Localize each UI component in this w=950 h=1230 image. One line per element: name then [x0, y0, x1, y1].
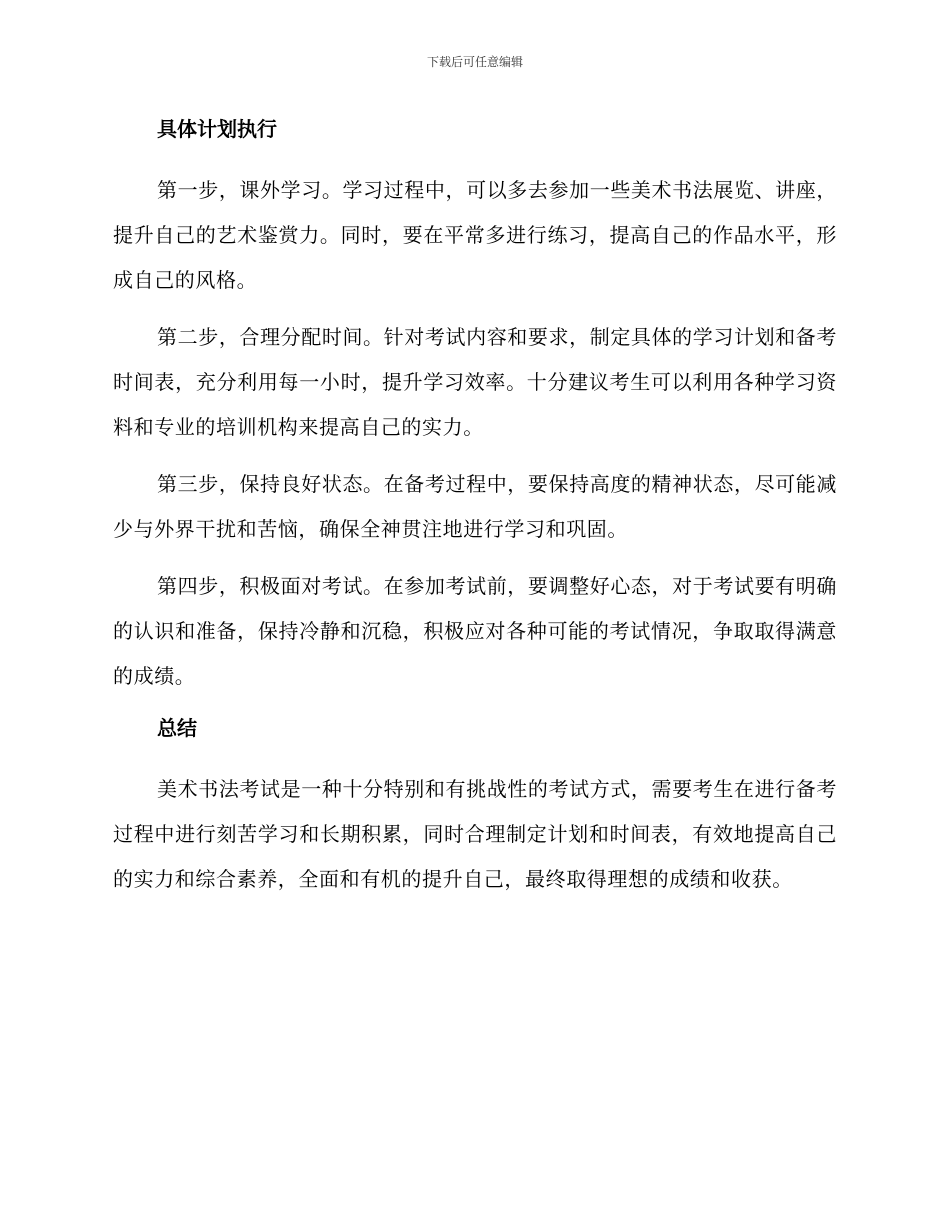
document-body	[113, 112, 837, 914]
paragraph-summary: 美术书法考试是一种十分特别和有挑战性的考试方式，需要考生在进行备考过程中进行刻苦学习和长期积累，同时合理制定计划和时间表，有效地提高自己的实力和综合素养，全面和有机的提升自己，最终取得理想的成绩和收获。	[113, 777, 837, 891]
paragraph-step-1: 第一步，课外学习。学习过程中，可以多去参加一些美术书法展览、讲座，提升自己的艺术鉴赏力。同时，要在平常多进行练习，提高自己的作品水平，形成自己的风格。	[113, 178, 837, 292]
paragraph-step-4: 第四步，积极面对考试。在参加考试前，要调整好心态，对于考试要有明确的认识和准备，保持冷静和沉稳，积极应对各种可能的考试情况，争取取得满意的成绩。	[113, 574, 837, 688]
paragraph-step-2: 第二步，合理分配时间。针对考试内容和要求，制定具体的学习计划和备考时间表，充分利用每一小时，提升学习效率。十分建议考生可以利用各种学习资料和专业的培训机构来提高自己的实力。	[113, 325, 837, 439]
section-heading-summary: 总结	[157, 716, 197, 740]
page-header-note: 下载后可任意编辑	[426, 55, 523, 69]
section-heading-plan: 具体计划执行	[157, 117, 277, 141]
paragraph-step-3: 第三步，保持良好状态。在备考过程中，要保持高度的精神状态，尽可能减少与外界干扰和苦恼，确保全神贯注地进行学习和巩固。	[113, 472, 837, 541]
